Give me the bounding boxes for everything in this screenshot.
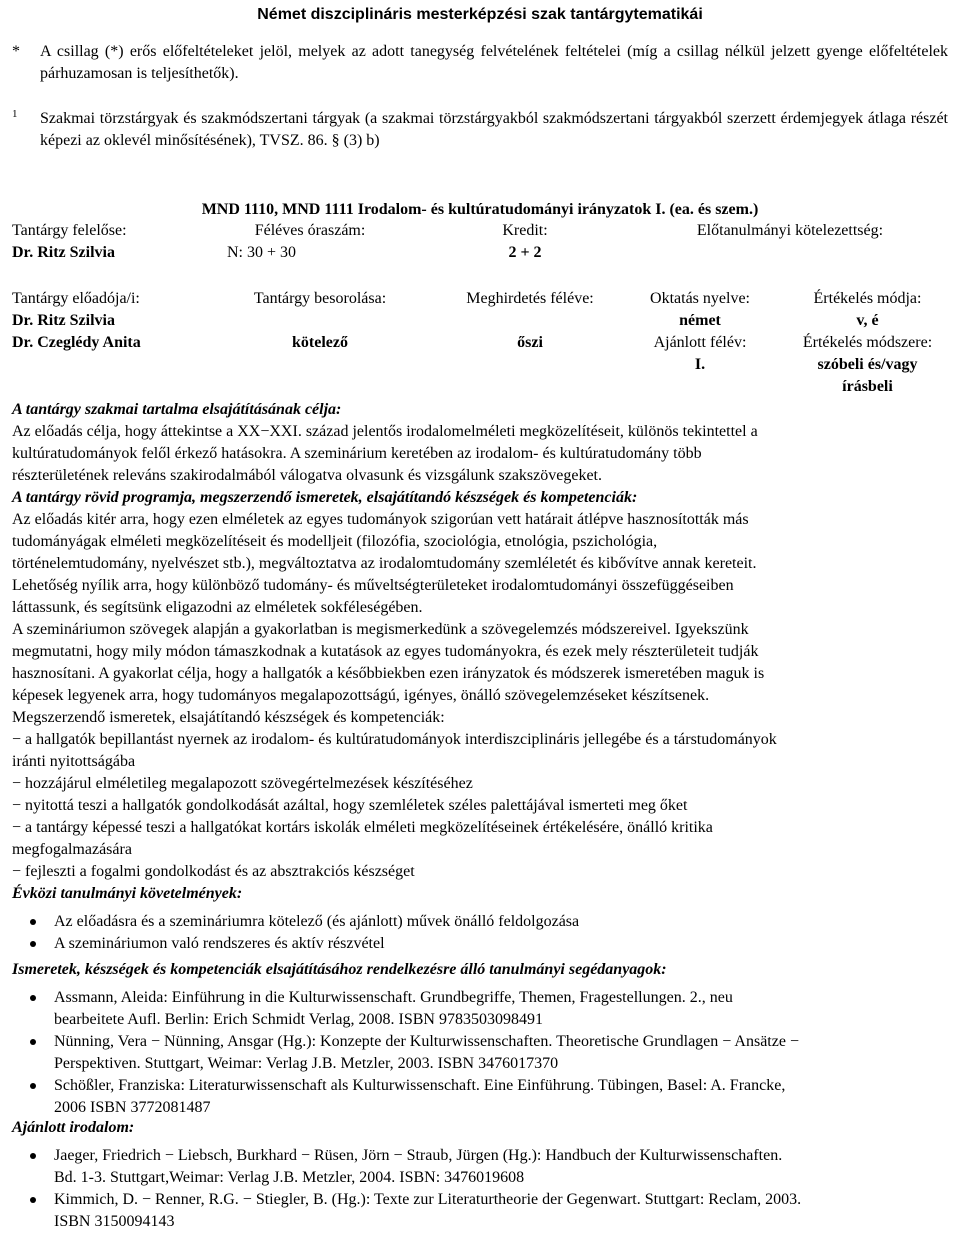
competence-item [12,861,946,883]
recommended-line: Jaeger, Friedrich − Liebsch, Burkhard − Rüsen, Jörn − Straub, Jürgen (Hg.): Handbuch der Kulturwissenschaften. [54,1147,783,1164]
competence-item [12,773,946,795]
footnote-star-mark: * [12,43,20,60]
ertekeles-mod-label: Értékelés módja: [813,290,922,307]
requirements-list [12,911,946,955]
materials-line: bearbeitete Aufl. Berlin: Erich Schmidt Verlag, 2008. ISBN 9783503098491 [54,1011,543,1028]
aim-text [12,421,946,487]
materials-item [12,1075,946,1119]
aim-heading: A tantárgy szakmai tartalma elsajátításának célja: [12,401,342,418]
competence-line: − a tantárgy képessé teszi a hallgatókat kortárs iskolák elméleti megközelítéseinek értékelésére, önálló kritika [12,819,713,836]
requirements-item [12,933,946,955]
materials-item [12,1031,946,1075]
footnote-one-text: Szakmai törzstárgyak és szakmódszertani tárgyak (a szakmai törzstárgyakból szakmódszertani tárgyakból szerzett érdemjegyek átlaga részét képezi az oklevél minősítésének), TVSZ. 86. § (3) b) [40,110,948,149]
materials-line: Assmann, Aleida: Einführung in die Kulturwissenschaft. Grundbegriffe, Themen, Fragestellungen. 2., neu [54,989,733,1006]
meghirdetes-label: Meghirdetés féléve: [466,290,594,307]
bullet-icon [30,919,36,925]
competence-item [12,729,946,773]
materials-line: Schößler, Franziska: Literaturwissenschaft als Kulturwissenschaft. Eine Einführung. Tübingen, Basel: A. Francke, [54,1077,786,1094]
competence-line: iránti nyitottságába [12,753,136,770]
bullet-icon [30,995,36,1001]
competence-line: − a hallgatók bepillantást nyernek az irodalom- és kultúratudományok interdiszciplináris jellegébe és a társtudományok [12,731,777,748]
besorolas-label: Tantárgy besorolása: [253,290,387,307]
footnote-one [12,108,948,152]
program-heading: A tantárgy rövid programja, megszerzendő ismeretek, elsajátítandó készségek és kompetenciák: [12,489,638,506]
materials-line: Nünning, Vera − Nünning, Ansgar (Hg.): Konzepte der Kulturwissenschaften. Theoretische Grundlagen − Ansätze − [54,1033,799,1050]
footnote-star-text: A csillag (*) erős előfeltételeket jelöl, melyek az adott tanegység felvételének feltételei (míg a csillag nélkül jelzett gyenge előfeltételek párhuzamosan is teljesíthetők). [40,43,948,82]
ajanlott-felev-value: I. [694,356,706,373]
bullet-icon [30,941,36,947]
footnote-star [12,41,948,85]
program-line: A szemináriumon szövegek alapján a gyakorlatban is megismerkedünk a szövegelemzés módszereivel. Igyekszünk [12,621,749,638]
besorolas-value: kötelező [292,334,348,351]
program-line: megmutatni, hogy mily módon támaszkodnak a kutatások az egyes tudományokra, és ezek mely részterületeit tudják [12,643,759,660]
program-line: történelemtudomány, nyelvészet stb.), megváltoztatva az irodalomtudomány szemléletét és kibővítve annak kereteit. [12,555,757,572]
program-paragraph-2 [12,619,946,707]
aim-line: részterületének releváns szakirodalmából válogatva olvasunk és vizsgálunk szakszövegeket. [12,467,602,484]
bullet-icon [30,1083,36,1089]
requirements-heading: Évközi tanulmányi követelmények: [12,885,243,902]
materials-heading: Ismeretek, készségek és kompetenciák elsajátításához rendelkezésre álló tanulmányi segédanyagok: [12,961,667,978]
recommended-line: ISBN 3150094143 [54,1213,175,1230]
requirements-item-text: Az előadásra és a szemináriumra kötelező (és ajánlott) művek önálló feldolgozása [54,913,580,930]
competence-line: megfogalmazására [12,841,132,858]
competence-item [12,817,946,861]
recommended-heading: Ajánlott irodalom: [12,1119,135,1136]
materials-list [12,987,946,1119]
course-title: MND 1110, MND 1111 Irodalom- és kultúratudományi irányzatok I. (ea. és szem.) [201,201,759,218]
felelos-value: Dr. Ritz Szilvia [12,244,115,261]
eloado-label: Tantárgy előadója/i: [12,290,140,307]
program-line: tudományágak elméleti megközelítéseit és modelljeit (filozófia, szociológia, etnológia, pszichológia, [12,533,658,550]
ajanlott-felev-label: Ajánlott félév: [653,334,747,351]
kredit-label: Kredit: [502,222,548,239]
bullet-icon [30,1153,36,1159]
materials-line: Perspektiven. Stuttgart, Weimar: Verlag J.B. Metzler, 2003. ISBN 3476017370 [54,1055,559,1072]
recommended-list [12,1145,946,1233]
competence-item [12,795,946,817]
program-line: Lehetőség nyílik arra, hogy különböző tudomány- és műveltségterületeket irodalomtudományi összefüggéseiben [12,577,734,594]
meghirdetes-value: őszi [517,334,543,351]
recommended-item [12,1145,946,1189]
requirements-item [12,911,946,933]
document-title: Német diszciplináris mesterképzési szak tantárgytematikái [257,6,703,23]
materials-item [12,987,946,1031]
ertekeles-modszer-value-1: szóbeli és/vagy [817,356,918,373]
program-paragraph-1 [12,509,946,619]
program-line: Az előadás kitér arra, hogy ezen elméletek az egyes tudományok szigorúan vett határait átlépve hasznosították más [12,511,749,528]
aim-line: Az előadás célja, hogy áttekintse a XX−XXI. század jelentős irodalomelméleti megközelítéseit, különös tekintettel a [12,423,758,440]
oraszam-label: Féléves óraszám: [254,222,366,239]
kredit-value: 2 + 2 [508,244,542,261]
program-line: képesek legyenek arra, hogy tudományos megalapozottságú, igényes, önálló szövegelemzéseket készítsenek. [12,687,710,704]
ertekeles-mod-value: v, é [856,312,879,329]
eloado-name-1: Dr. Ritz Szilvia [12,312,115,329]
competence-intro: Megszerzendő ismeretek, elsajátítandó készségek és kompetenciák: [12,709,445,726]
recommended-line: Bd. 1-3. Stuttgart,Weimar: Verlag J.B. Metzler, 2004. ISBN: 3476019608 [54,1169,525,1186]
bullet-icon [30,1197,36,1203]
competence-line: − fejleszti a fogalmi gondolkodást és az absztrakciós készséget [12,863,415,880]
nyelv-label: Oktatás nyelve: [650,290,750,307]
footnote-one-mark: 1 [12,108,18,120]
eloado-name-2: Dr. Czeglédy Anita [12,334,141,351]
felelos-label: Tantárgy felelőse: [12,222,127,239]
aim-line: kultúratudományok felől érkező hatásokra. A szeminárium keretében az irodalom- és kultúratudomány több [12,445,702,462]
competence-line: − nyitottá teszi a hallgatók gondolkodását azáltal, hogy szemléletek széles palettájával ismerteti meg őket [12,797,688,814]
bullet-icon [30,1039,36,1045]
elotanulmany-label: Előtanulmányi kötelezettség: [696,222,884,239]
nyelv-value: német [679,312,721,329]
oraszam-value: N: 30 + 30 [227,244,297,261]
materials-line: 2006 ISBN 3772081487 [54,1099,211,1116]
ertekeles-modszer-value-2: írásbeli [842,378,893,395]
recommended-item [12,1189,946,1233]
ertekeles-modszer-label: Értékelés módszere: [802,334,933,351]
program-line: hasznosítani. A gyakorlat célja, hogy a hallgatók a későbbiekben ezen irányzatok és módszerek ismeretében maguk is [12,665,765,682]
competence-line: − hozzájárul elméletileg megalapozott szövegértelmezések készítéséhez [12,775,473,792]
requirements-item-text: A szemináriumon való rendszeres és aktív részvétel [54,935,385,952]
program-line: láttassunk, és segítsünk eligazodni az elméletek sokféleségében. [12,599,423,616]
recommended-line: Kimmich, D. − Renner, R.G. − Stiegler, B. (Hg.): Texte zur Literaturtheorie der Gegenwart. Stuttgart: Reclam, 2003. [54,1191,802,1208]
